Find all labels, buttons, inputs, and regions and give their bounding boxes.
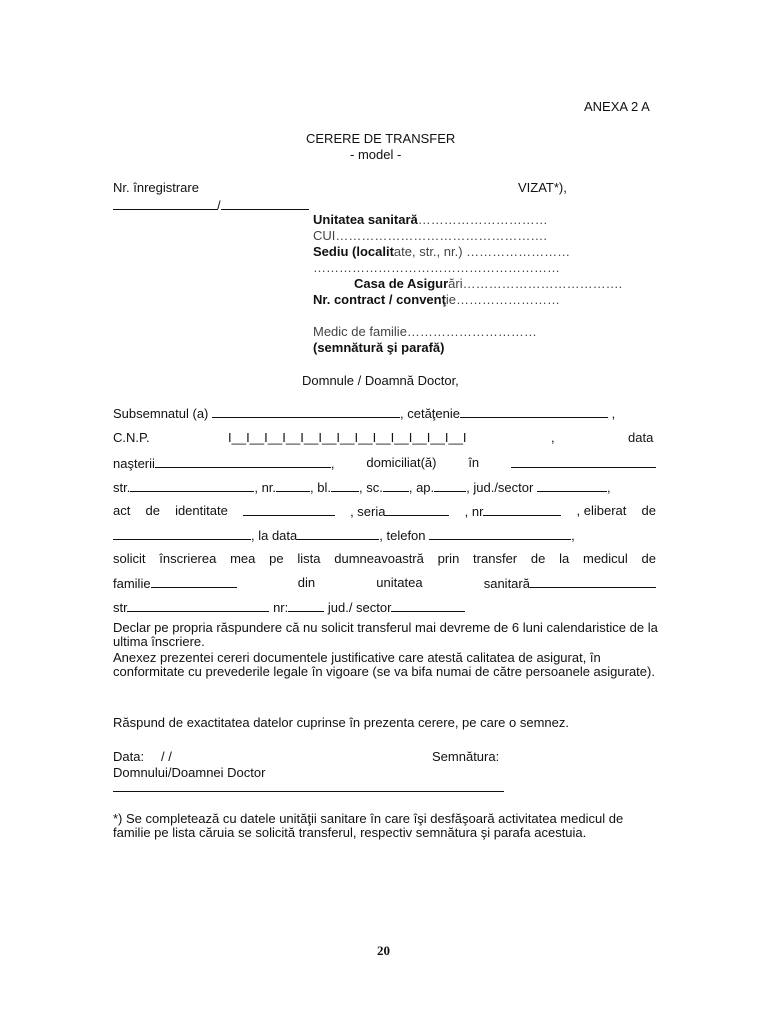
visa-insurance-line: Casa de Asigurări………………………………. [354,276,623,291]
form-line-address: str. , nr. , bl. , sc. , ap. , jud./sector , [113,480,611,495]
form-line-request: solicit înscrierea mea pe lista dumneavoastră prin transfer de la medicul de [113,551,656,566]
unit-street-field[interactable] [127,599,269,612]
street-field[interactable] [130,479,254,492]
declaration-1: Declar pe propria răspundere că nu solicit transferul mai devreme de 6 luni calendaristice de la ultima înscriere. [113,620,658,649]
id-series-field[interactable] [385,503,449,516]
annex-label: ANEXA 2 A [584,99,650,114]
visa-signature-line: (semnătură şi parafă) [313,340,445,355]
data-label: data [628,430,654,445]
registration-separator: / [217,198,221,213]
apartment-field[interactable] [434,479,466,492]
date-field[interactable]: / / [161,749,172,764]
id-number-field[interactable] [483,503,561,516]
visa-contract-line: Nr. contract / convenţie…………………… [313,292,561,307]
registration-number-field[interactable] [113,197,309,213]
signature-label: Semnătura: [432,749,500,764]
declaration-3: Răspund de exactitatea datelor cuprinse în prezenta cerere, pe care o semnez. [113,715,569,730]
form-line-unit-address: str nr: jud./ sector [113,599,465,615]
document-subtitle: - model - [350,147,402,162]
number-field[interactable] [276,479,310,492]
form-line-name: Subsemnatul (a) , cetăţenie , [113,406,616,421]
cnp-boxes[interactable]: I__I__I__I__I__I__I__I__I__I__I__I__I__I [228,430,467,445]
page-number: 20 [377,943,390,958]
form-line-issue: , la data , telefon , [113,527,575,543]
visa-seat-dots: ………………………………………………… [313,260,560,275]
issuer-field[interactable] [113,527,251,540]
document-title: CERERE DE TRANSFER [306,131,456,146]
unit-county-field[interactable] [391,599,465,612]
citizenship-field[interactable] [460,405,608,418]
visa-doctor-line: Medic de familie………………………… [313,324,537,339]
visa-seat-line: Sediu (localitate, str., nr.) …………………… [313,244,571,259]
birth-date-field[interactable] [155,455,331,468]
addressee-line[interactable] [113,791,504,792]
cnp-label: C.N.P. [113,430,150,445]
unit-number-field[interactable] [288,599,324,612]
county-sector-field[interactable] [537,479,607,492]
visa-cui-line: CUI…………………………………………. [313,228,547,243]
phone-field[interactable] [429,527,571,540]
cnp-comma: , [551,430,555,445]
form-line-family: familie din unitatea sanitară [113,575,656,591]
issue-date-field[interactable] [297,527,379,540]
id-type-field[interactable] [243,503,335,516]
form-line-id: act de identitate , seria , nr , eliberat de [113,503,656,519]
salutation: Domnule / Doamnă Doctor, [302,373,459,388]
family-doctor-field[interactable] [151,575,237,588]
sanitary-unit-field[interactable] [530,575,656,588]
visa-unit-line: Unitatea sanitară………………………… [313,212,548,227]
domicile-field[interactable] [511,455,656,468]
staircase-field[interactable] [383,479,409,492]
registration-label: Nr. înregistrare [113,180,199,195]
declaration-2: Anexez prezentei cereri documentele justificative care atestă calitatea de asigurat, în conformitate cu prevederile legale în vigoare (se va bifa numai de către persoanele asigurate). [113,650,655,679]
addressee: Domnului/Doamnei Doctor [113,765,266,780]
date-label: Data: [113,749,145,764]
footnote: *) Se completează cu datele unităţii sanitare în care îşi desfăşoară activitatea medicul de familie pe lista căruia se solicită transferul, respectiv semnătura şi parafa acestuia. [113,811,624,840]
block-field[interactable] [331,479,359,492]
name-field[interactable] [212,405,400,418]
form-line-birth: naşterii , domiciliat(ă) în [113,455,656,471]
visa-label: VIZAT*), [518,180,567,195]
